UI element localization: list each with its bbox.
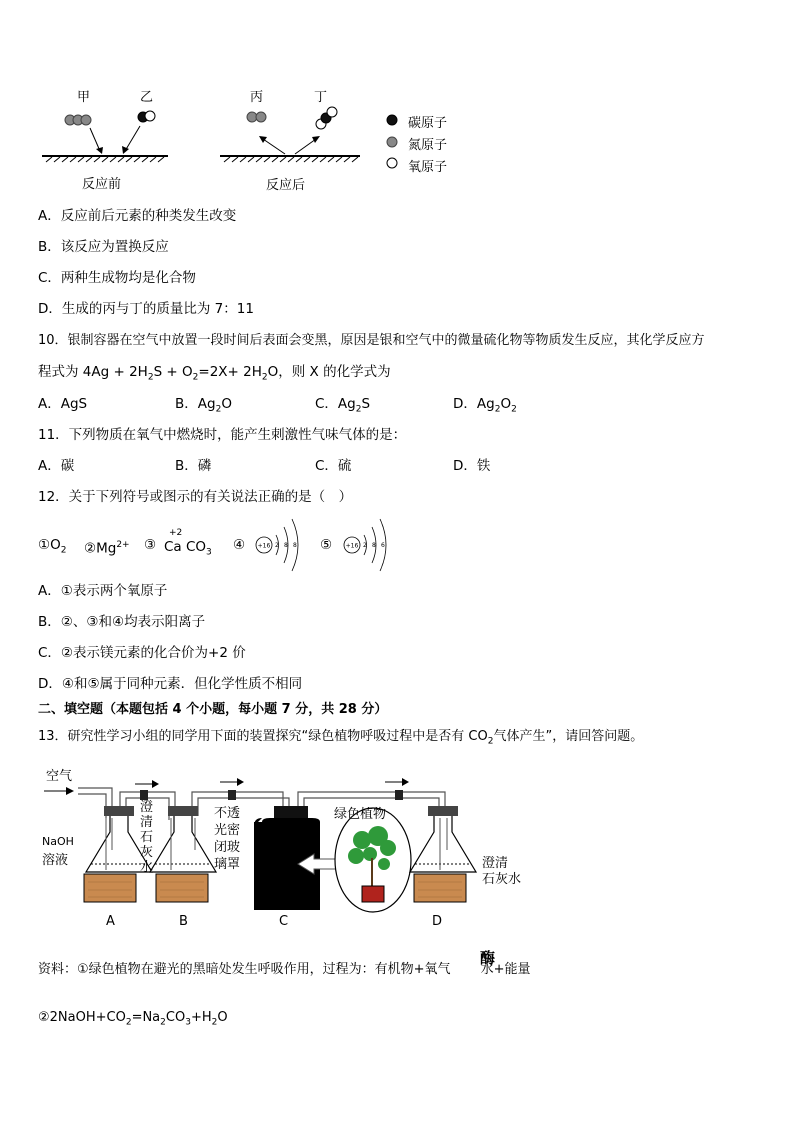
q10-option-d: D．$Ag_2O_2$ [453, 396, 517, 415]
q12-symbol-4: ④ [233, 537, 246, 553]
label-bing: 丙 [250, 90, 264, 105]
q12-caco3: Ca $CO_3$ [164, 539, 212, 558]
label-solution: 溶液 [42, 853, 69, 868]
q12-valence: +2 [169, 528, 183, 538]
q11-option-c: C．硫 [315, 458, 352, 474]
q12-symbol-5: ⑤ [320, 537, 333, 553]
svg-text:8: 8 [284, 542, 288, 549]
svg-text:2: 2 [363, 542, 367, 549]
label-c: C [279, 914, 289, 929]
section-2-heading: 二、填空题（本题包括 4 个小题，每小题 7 分，共 28 分） [38, 702, 388, 717]
svg-text:+16: +16 [345, 542, 359, 550]
q11-option-a: A．碳 [38, 458, 75, 474]
label-plant: 绿色植物 [334, 807, 387, 822]
label-air: 空气 [46, 769, 73, 784]
q12-symbol-o2: $①O_2$ [38, 537, 67, 556]
q12-symbol-3: ③ [144, 537, 157, 553]
label-d: D [432, 914, 443, 929]
q12-option-c: C．②表示镁元素的化合价为+2 价 [38, 645, 246, 661]
q12-option-b: B．②、③和④均表示阳离子 [38, 614, 206, 630]
q10-option-a: A．AgS [38, 396, 88, 412]
q11-option-d: D．铁 [453, 458, 491, 474]
label-limewater-d: 澄清 石灰水 [482, 856, 522, 887]
q12-option-a: A．①表示两个氧原子 [38, 583, 168, 599]
q12-symbol-mg: $②Mg^{2+}$ [84, 540, 130, 557]
svg-text:8: 8 [293, 542, 297, 549]
q10-stem-line2: 程式为 $4Ag + 2H_2S + O_2=2X+ 2H_2O$，则 X 的化学式为 [38, 364, 391, 383]
q10-option-b: B．$Ag_2O$ [175, 396, 232, 415]
label-after: 反应后 [266, 178, 306, 193]
label-naoh: NaOH [42, 835, 74, 848]
q12-stem: 12．关于下列符号或图示的有关说法正确的是（ ） [38, 489, 353, 505]
label-ding: 丁 [314, 90, 328, 105]
svg-text:6: 6 [381, 542, 385, 549]
q9-option-b: B．该反应为置换反应 [38, 239, 169, 255]
apparatus-diagram [40, 760, 540, 935]
label-cover: 不透 光密 闭玻 璃罩 [214, 806, 241, 872]
q11-stem: 11．下列物质在氧气中燃烧时，能产生刺激性气味气体的是： [38, 427, 407, 443]
label-a: A [106, 914, 115, 929]
q11-option-b: B．磷 [175, 458, 212, 474]
enzyme-label: 酶 [480, 949, 496, 967]
label-before: 反应前 [82, 177, 122, 192]
q10-stem-line1: 10．银制容器在空气中放置一段时间后表面会变黑，原因是银和空气中的微量硫化物等物质发生反应，其化学反应方 [38, 333, 705, 348]
q9-option-c: C．两种生成物均是化合物 [38, 270, 196, 286]
q9-option-a: A．反应前后元素的种类发生改变 [38, 208, 237, 224]
atom-structure-4 [248, 515, 308, 575]
label-jia: 甲 [77, 90, 91, 105]
legend-oxygen: 氧原子 [408, 160, 448, 175]
info-line2: $②2NaOH+CO_2=Na_2CO_3+H_2O$ [38, 1010, 228, 1028]
label-yi: 乙 [140, 90, 154, 105]
q12-option-d: D．④和⑤属于同种元素．但化学性质不相同 [38, 676, 303, 692]
label-limewater-b: 澄 清 石 灰 水 [140, 800, 154, 875]
q10-option-c: C．$Ag_2S$ [315, 396, 371, 415]
atom-structure-5 [336, 515, 396, 575]
legend-carbon: 碳原子 [408, 116, 448, 131]
q13-stem: 13．研究性学习小组的同学用下面的装置探究“绿色植物呼吸过程中是否有 $CO_2$气体产生”，请回答问题。 [38, 729, 644, 747]
svg-text:2: 2 [275, 542, 279, 549]
svg-text:8: 8 [372, 542, 376, 549]
info-line1: 资料：①绿色植物在避光的黑暗处发生呼吸作用，过程为：有机物+氧气 水+能量 [38, 962, 531, 977]
svg-text:+16: +16 [257, 542, 271, 550]
legend-nitrogen: 氮原子 [408, 138, 448, 153]
label-b: B [179, 914, 188, 929]
q9-option-d: D．生成的丙与丁的质量比为 7：11 [38, 301, 254, 317]
